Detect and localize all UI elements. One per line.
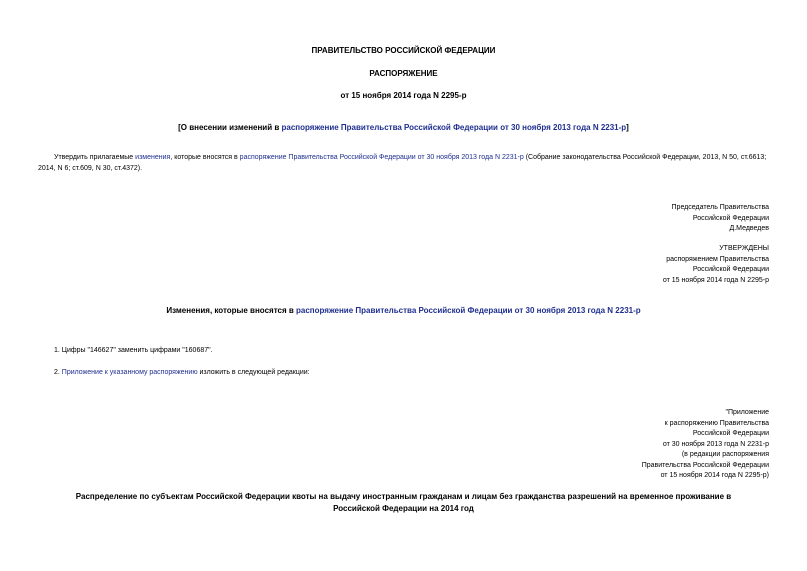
resolution-paragraph [38,153,778,174]
subject-link[interactable]: распоряжение Правительства Российской Федерации от 30 ноября 2013 года N 2231-р [281,123,627,132]
approved-line-3: Российской Федерации [692,266,769,273]
government-title: ПРАВИТЕЛЬСТВО РОССИЙСКОЙ ФЕДЕРАЦИИ [311,46,496,55]
item-2-suffix: изложить в следующей редакции: [197,369,310,376]
document-type: РАСПОРЯЖЕНИЕ [369,69,438,78]
signature-line-3: Д.Медведев [729,225,769,232]
approved-block [663,244,769,286]
appendix-line-7: от 15 ноября 2014 года N 2295-р) [660,472,769,479]
p1-text-c: (Собрание законодательства Российской Федерации, 2013, N 50, ст.6613; 2014, N 6; ст.609, N 30, ст.4372). [38,154,767,172]
distribution-title-line-1: Распределение по субъектам Российской Федерации квоты на выдачу иностранным гражданам и лицам без гражданства разрешений на временное проживание в [75,492,732,501]
approved-line-1: УТВЕРЖДЕНЫ [719,245,769,252]
item-2-prefix: 2. [54,369,62,376]
appendix-link[interactable]: Приложение к указанному распоряжению [61,369,198,376]
signature-line-2: Российской Федерации [692,214,769,222]
approved-line-4: от 15 ноября 2014 года N 2295-р [662,276,769,284]
document-subject [0,123,807,134]
appendix-line-1: "Приложение [725,409,769,416]
changes-link[interactable]: изменения [135,154,171,161]
subject-close: ] [626,123,629,132]
item-1: 1. Цифры "146627" заменить цифрами "160687". [54,347,213,354]
appendix-line-5: (в редакции распоряжения [681,451,769,458]
item-2 [54,368,310,379]
appendix-line-2: к распоряжению Правительства [664,419,769,427]
changes-title-link[interactable]: распоряжение Правительства Российской Федерации от 30 ноября 2013 года N 2231-р [296,306,641,315]
changes-title [0,306,807,317]
p1-text-a: Утвердить прилагаемые [54,154,136,161]
order-2231-link[interactable]: распоряжение Правительства Российской Федерации от 30 ноября 2013 года N 2231-р [239,154,524,161]
appendix-line-3: Российской Федерации [692,430,769,437]
appendix-block [642,408,769,482]
approved-line-2: распоряжением Правительства [666,255,769,263]
signature-block [672,203,769,235]
p1-text-b: , которые вносятся в [170,154,240,161]
subject-open: [О внесении изменений в [178,123,282,132]
distribution-title [0,491,807,515]
changes-title-text: Изменения, которые вносятся в [166,306,296,315]
signature-line-1: Председатель Правительства [671,204,769,211]
appendix-line-6: Правительства Российской Федерации [641,461,769,469]
distribution-title-line-2: Российской Федерации на 2014 год [333,504,474,513]
appendix-line-4: от 30 ноября 2013 года N 2231-р [662,440,769,448]
document-date: от 15 ноября 2014 года N 2295-р [340,91,467,100]
